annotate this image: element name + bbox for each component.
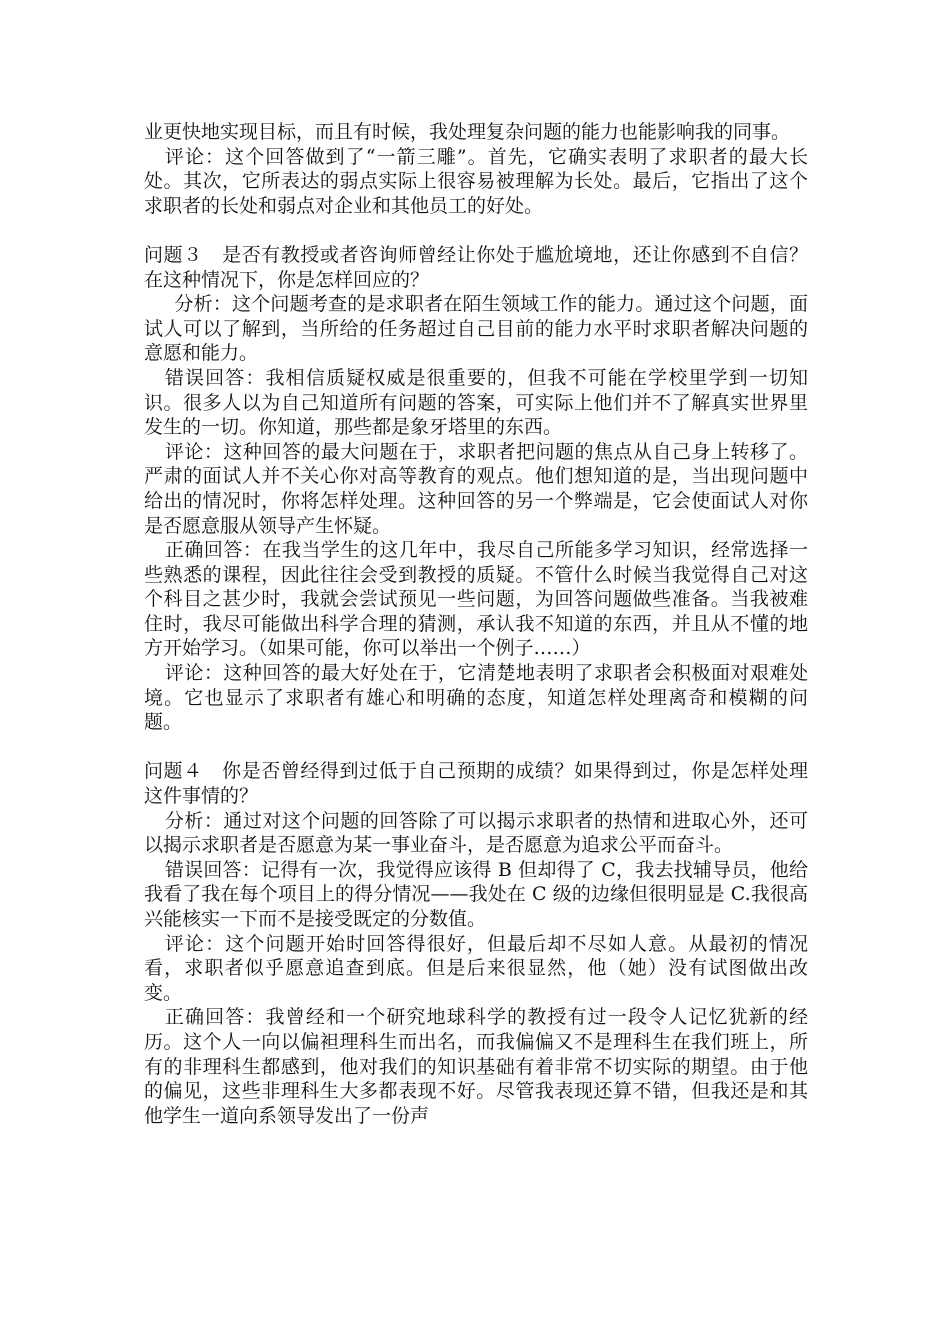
- question-4-wrong-comment: 评论：这个问题开始时回答得很好，但最后却不尽如人意。从最初的情况看，求职者似乎愿意追查到底。但是后来很显然，他（她）没有试图做出改变。: [144, 932, 808, 1004]
- paragraph-comment: 评论：这个回答做到了“一箭三雕”。首先，它确实表明了求职者的最大长处。其次，它所表达的弱点实际上很容易被理解为长处。最后，它指出了这个求职者的长处和弱点对企业和其他员工的好处。: [144, 145, 808, 217]
- paragraph-gap: [144, 218, 808, 243]
- question-3-right-comment: 评论：这种回答的最大好处在于，它清楚地表明了求职者会积极面对艰难处境。它也显示了求职者有雄心和明确的态度，知道怎样处理离奇和模糊的问题。: [144, 662, 808, 734]
- question-4-wrong-answer: 错误回答：记得有一次，我觉得应该得 B 但却得了 C，我去找辅导员，他给我看了我在每个项目上的得分情况——我处在 C 级的边缘但很明显是 C.我很高兴能核实一下而不是接受既定的分数值。: [144, 858, 808, 930]
- document-page: [144, 120, 808, 1128]
- question-3-right-answer: 正确回答：在我当学生的这几年中，我尽自己所能多学习知识，经常选择一些熟悉的课程，因此往往会受到教授的质疑。不管什么时候当我觉得自己对这个科目之甚少时，我就会尝试预见一些问题，为回答问题做些准备。当我被难住时，我尽可能做出科学合理的猜测，承认我不知道的东西，并且从不懂的地方开始学习。（如果可能，你可以举出一个例子……）: [144, 539, 808, 660]
- question-4-right-answer: 正确回答：我曾经和一个研究地球科学的教授有过一段令人记忆犹新的经历。这个人一向以偏袒理科生而出名，而我偏偏又不是理科生在我们班上，所有的非理科生都感到，他对我们的知识基础有着非常不切实际的期望。由于他的偏见，这些非理科生大多都表现不好。尽管我表现还算不错，但我还是和其他学生一道向系领导发出了一份声: [144, 1006, 808, 1127]
- question-4-heading: 问题４ 你是否曾经得到过低于自己预期的成绩？如果得到过，你是怎样处理这件事情的？: [144, 760, 808, 808]
- question-3-heading: 问题３ 是否有教授或者咨询师曾经让你处于尴尬境地，还让你感到不自信？在这种情况下，你是怎样回应的？: [144, 243, 808, 291]
- question-3-wrong-comment: 评论：这种回答的最大问题在于，求职者把问题的焦点从自己身上转移了。严肃的面试人并不关心你对高等教育的观点。他们想知道的是，当出现问题中给出的情况时，你将怎样处理。这种回答的另一个弊端是，它会使面试人对你是否愿意服从领导产生怀疑。: [144, 440, 808, 537]
- question-3-analysis: 分析：这个问题考查的是求职者在陌生领域工作的能力。通过这个问题，面试人可以了解到，当所给的任务超过自己目前的能力水平时求职者解决问题的意愿和能力。: [144, 293, 808, 365]
- question-4-analysis: 分析：通过对这个问题的回答除了可以揭示求职者的热情和进取心外，还可以揭示求职者是否愿意为某一事业奋斗，是否愿意为追求公平而奋斗。: [144, 809, 808, 857]
- question-3-wrong-answer: 错误回答：我相信质疑权威是很重要的，但我不可能在学校里学到一切知识。很多人以为自己知道所有问题的答案，可实际上他们并不了解真实世界里发生的一切。你知道，那些都是象牙塔里的东西。: [144, 366, 808, 439]
- paragraph-gap: [144, 735, 808, 760]
- paragraph-continuation: 业更快地实现目标，而且有时候，我处理复杂问题的能力也能影响我的同事。: [144, 121, 791, 143]
